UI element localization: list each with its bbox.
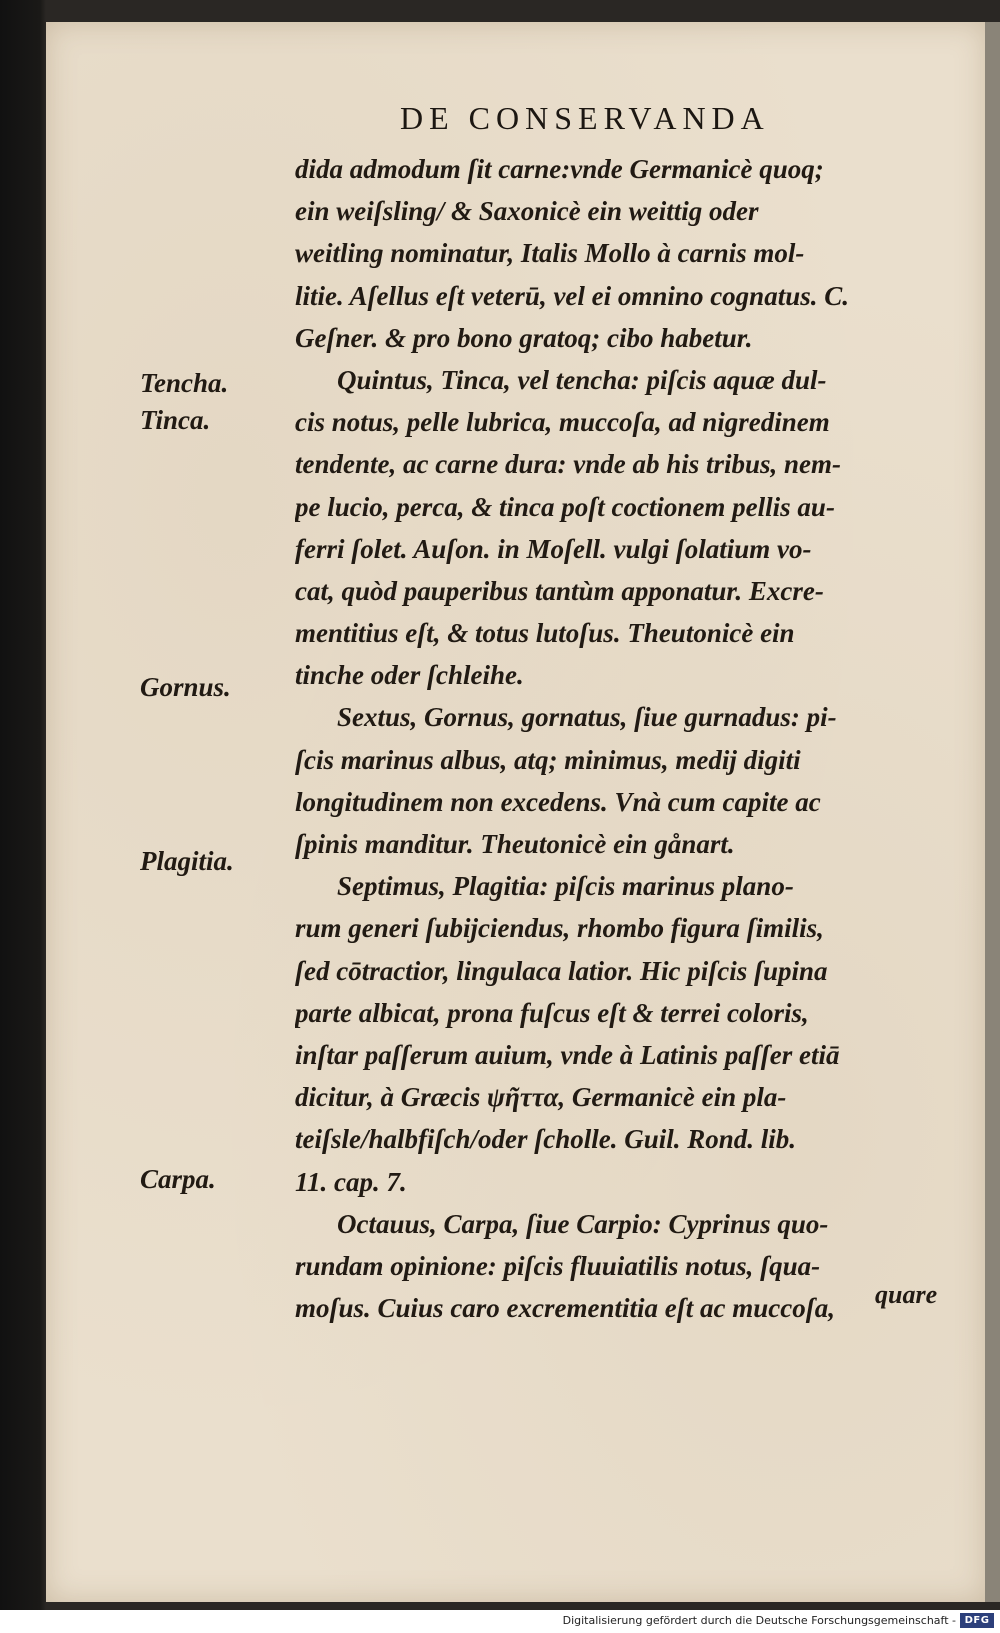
page-edge <box>985 22 1000 1602</box>
text-line: rum generi ſubijciendus, rhombo figura ſimilis, <box>295 913 824 944</box>
text-line: ferri ſolet. Auſon. in Moſell. vulgi ſolatium vo- <box>295 533 812 564</box>
main-text <box>295 148 960 1329</box>
text-line: parte albicat, prona fuſcus eſt & terrei coloris, <box>295 997 809 1028</box>
footer-credit: Digitalisierung gefördert durch die Deutsche Forschungsgemeinschaft - <box>562 1614 956 1627</box>
margin-note-gornus: Gornus. <box>140 672 231 702</box>
margin-note-tinca: Tinca. <box>140 405 211 435</box>
text-line: dicitur, à Græcis ψῆττα, Germanicè ein pla- <box>295 1082 787 1113</box>
margin-note-plagitia: Plagitia. <box>140 846 234 876</box>
text-line: litie. Aſellus eſt veterū, vel ei omnino cognatus. C. <box>295 280 849 311</box>
text-line: tinche oder ſchleihe. <box>295 660 524 691</box>
dfg-logo: DFG <box>960 1613 994 1628</box>
text-line: tendente, ac carne dura: vnde ab his tribus, nem- <box>295 449 842 480</box>
text-line: Quintus, Tinca, vel tencha: piſcis aquæ dul- <box>337 364 827 395</box>
text-line: Octauus, Carpa, ſiue Carpio: Cyprinus quo- <box>337 1208 829 1239</box>
text-line: Sextus, Gornus, gornatus, ſiue gurnadus: pi- <box>337 702 837 733</box>
text-line: cat, quòd pauperibus tantùm apponatur. Excre- <box>295 575 824 606</box>
text-line: rundam opinione: piſcis fluuiatilis notus, ſqua- <box>295 1250 821 1281</box>
text-line: ſed cōtractior, lingulaca latior. Hic piſcis ſupina <box>295 955 828 986</box>
text-line: cis notus, pelle lubrica, muccoſa, ad nigredinem <box>295 407 830 438</box>
text-line: ein weiſsling/ & Saxonicè ein weittig oder <box>295 196 759 227</box>
text-line: teiſsle/halbfiſch/oder ſcholle. Guil. Rond. lib. <box>295 1124 796 1155</box>
text-line: Septimus, Plagitia: piſcis marinus plano- <box>337 871 794 902</box>
text-line: longitudinem non excedens. Vnà cum capite ac <box>295 786 821 817</box>
text-line: dida admodum ſit carne:vnde Germanicè quoq; <box>295 154 824 184</box>
margin-note-tencha: Tencha. <box>140 368 229 398</box>
text-line: pe lucio, perca, & tinca poſt coctionem pellis au- <box>295 491 835 522</box>
running-head: DE CONSERVANDA <box>400 100 770 136</box>
text-line: mentitius eſt, & totus lutoſus. Theutonicè ein <box>295 618 795 649</box>
text-line: ſpinis manditur. Theutonicè ein gånart. <box>295 829 735 859</box>
text-line: Geſner. & pro bono gratoq; cibo habetur. <box>295 322 753 353</box>
text-line: 11. cap. 7. <box>295 1166 407 1197</box>
text-line: weitling nominatur, Italis Mollo à carnis mol- <box>295 238 805 269</box>
text-line: moſus. Cuius caro excrementitia eſt ac muccoſa, <box>295 1293 835 1324</box>
margin-note-carpa: Carpa. <box>140 1164 216 1194</box>
text-line: inſtar paſſerum auium, vnde à Latinis paſſer etiā <box>295 1039 840 1070</box>
catchword: quare <box>875 1280 938 1309</box>
text-line: ſcis marinus albus, atq; minimus, medij digiti <box>295 744 801 775</box>
